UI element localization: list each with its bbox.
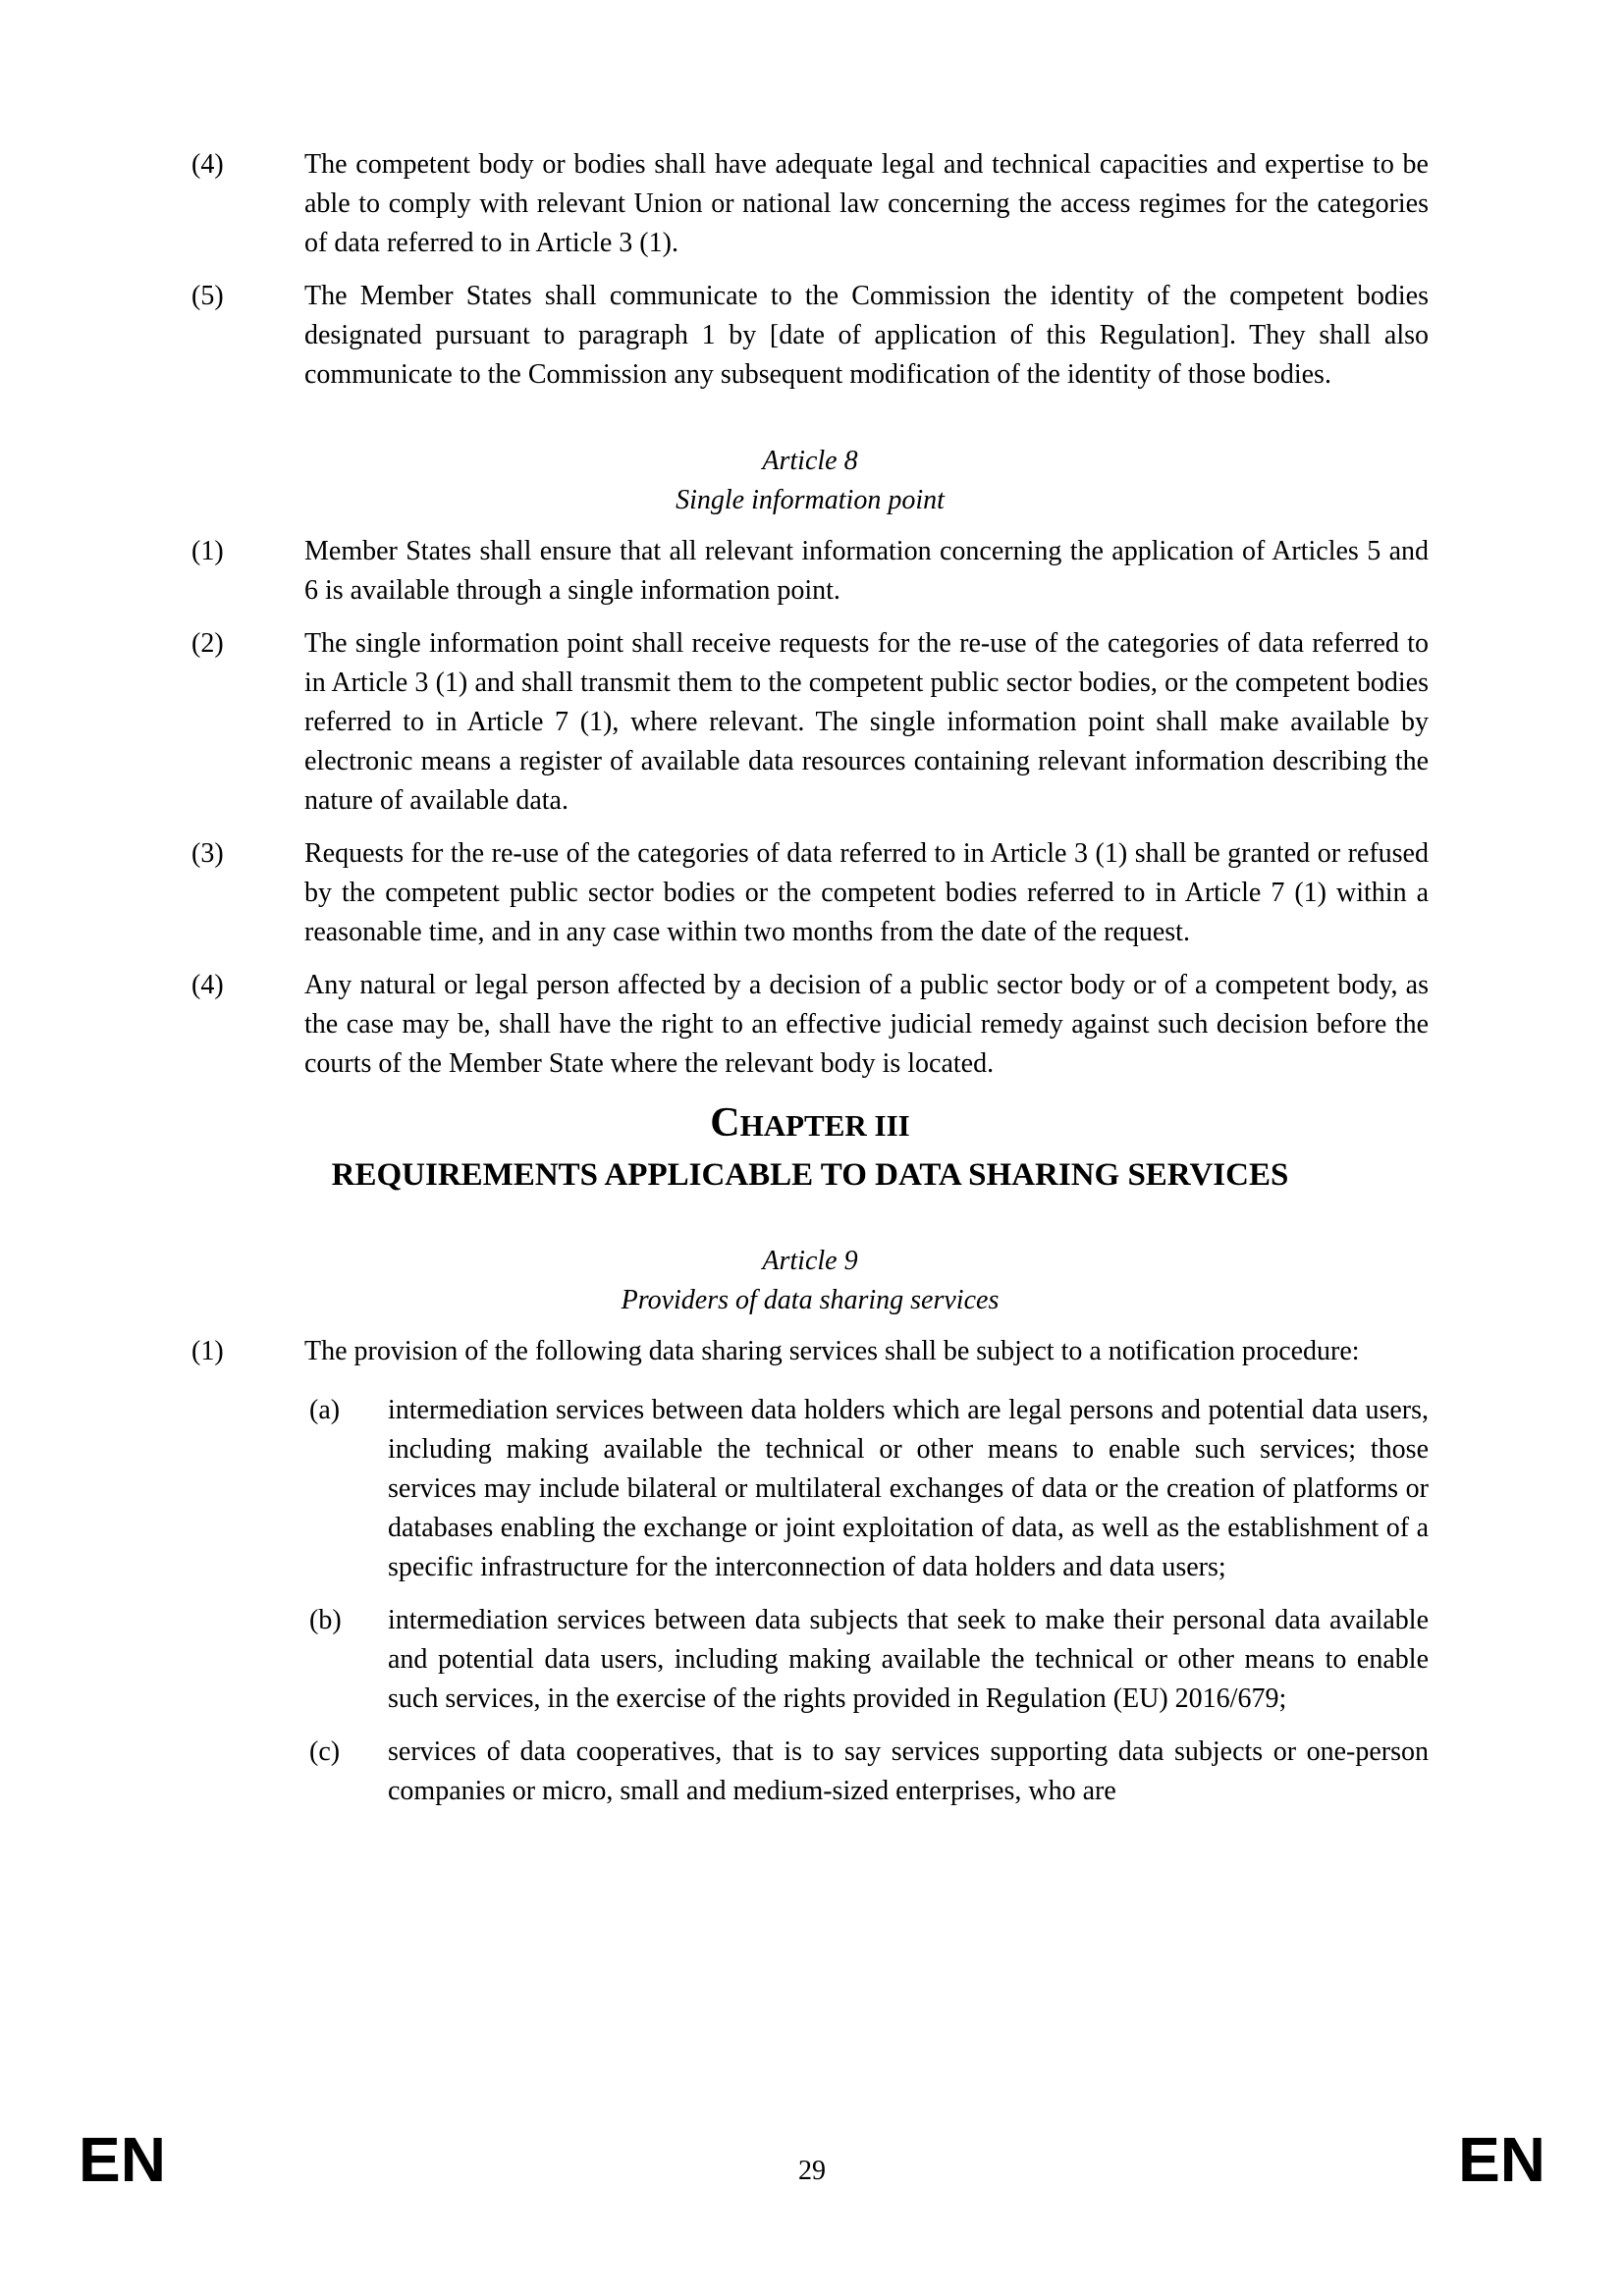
list-item-text: services of data cooperatives, that is to say services supporting data subjects or one-person companies or micro, small and medium-sized enterprises, who are [388,1736,1429,1806]
chapter-title-rest: HAPTER III [739,1108,910,1143]
list-item [304,1601,1429,1719]
numbered-paragraph [191,532,1429,611]
article-title: Article 9 [762,1246,858,1276]
paragraph-text: Any natural or legal person affected by a decision of a public sector body or of a competent body, as the case may be, shall have the right to an effective judicial remedy against such decision before the courts of the Member State where the relevant body is located. [304,970,1429,1079]
list-item-text: intermediation services between data subjects that seek to make their personal data available and potential data users, including making available the technical or other means to enable such services, in the exercise of the rights provided in Regulation (EU) 2016/679; [388,1605,1429,1714]
paragraph-number: (2) [191,628,224,659]
chapter-title [191,1097,1429,1153]
paragraph-text: The Member States shall communicate to the Commission the identity of the competent bodies designated pursuant to paragraph 1 by [date of application of this Regulation]. They shall also communicate to the Commission any subsequent modification of the identity of those bodies. [304,281,1429,390]
numbered-paragraph [191,145,1429,263]
paragraph-number: (3) [191,838,224,869]
list-item-marker: (c) [309,1736,341,1767]
paragraph-number: (1) [191,1336,224,1366]
paragraph-number: (4) [191,149,224,180]
numbered-paragraph [191,834,1429,952]
page-number: 29 [798,2156,826,2186]
numbered-paragraph [191,624,1429,821]
paragraph-text: The competent body or bodies shall have adequate legal and technical capacities and expertise to be able to comply with relevant Union or national law concerning the access regimes for the categories of data referred to in Article 3 (1). [304,149,1429,258]
paragraph-text: Requests for the re-use of the categories of data referred to in Article 3 (1) shall be granted or refused by the competent public sector bodies or the competent bodies referred to in Article 7 (1) within a reasonable time, and in any case within two months from the date of the request. [304,838,1429,947]
language-code-right: EN [1458,2124,1545,2195]
paragraph-number: (4) [191,970,224,1000]
list-item-marker: (a) [309,1395,341,1425]
paragraph-number: (1) [191,536,224,566]
list-item [304,1733,1429,1811]
paragraph-text: The provision of the following data sharing services shall be subject to a notification procedure: [304,1336,1360,1366]
list-item-marker: (b) [309,1605,342,1635]
article-subtitle: Providers of data sharing services [621,1285,1000,1315]
article-9-heading [191,1242,1429,1320]
numbered-paragraph [191,966,1429,1084]
numbered-paragraph [191,277,1429,395]
chapter-title-initial: C [710,1100,740,1146]
language-code-left: EN [79,2124,166,2195]
chapter-3-heading [191,1097,1429,1195]
list-item-text: intermediation services between data holders which are legal persons and potential data users, including making available the technical or other means to enable such services; those services may include bilateral or multilateral exchanges of data or the creation of platforms or databases enabling the exchange or joint exploitation of data, as well as the establishment of a specific infrastructure for the interconnection of data holders and data users; [388,1395,1429,1582]
chapter-subtitle: REQUIREMENTS APPLICABLE TO DATA SHARING SERVICES [331,1157,1289,1193]
paragraph-number: (5) [191,281,224,311]
article-title: Article 8 [762,446,858,476]
paragraph-body [304,1332,1429,1811]
page-footer [79,2124,1545,2195]
paragraph-text: The single information point shall receive requests for the re-use of the categories of data referred to in Article 3 (1) and shall transmit them to the competent public sector bodies, or the competent bodies referred to in Article 7 (1), where relevant. The single information point shall make available by electronic means a register of available data resources containing relevant information describing the nature of available data. [304,628,1429,816]
article-8-heading [191,442,1429,520]
sub-item-list [304,1391,1429,1811]
article-subtitle: Single information point [676,485,945,515]
paragraph-text: Member States shall ensure that all relevant information concerning the application of Articles 5 and 6 is available through a single information point. [304,536,1429,606]
list-item [304,1391,1429,1587]
numbered-paragraph [191,1332,1429,1811]
